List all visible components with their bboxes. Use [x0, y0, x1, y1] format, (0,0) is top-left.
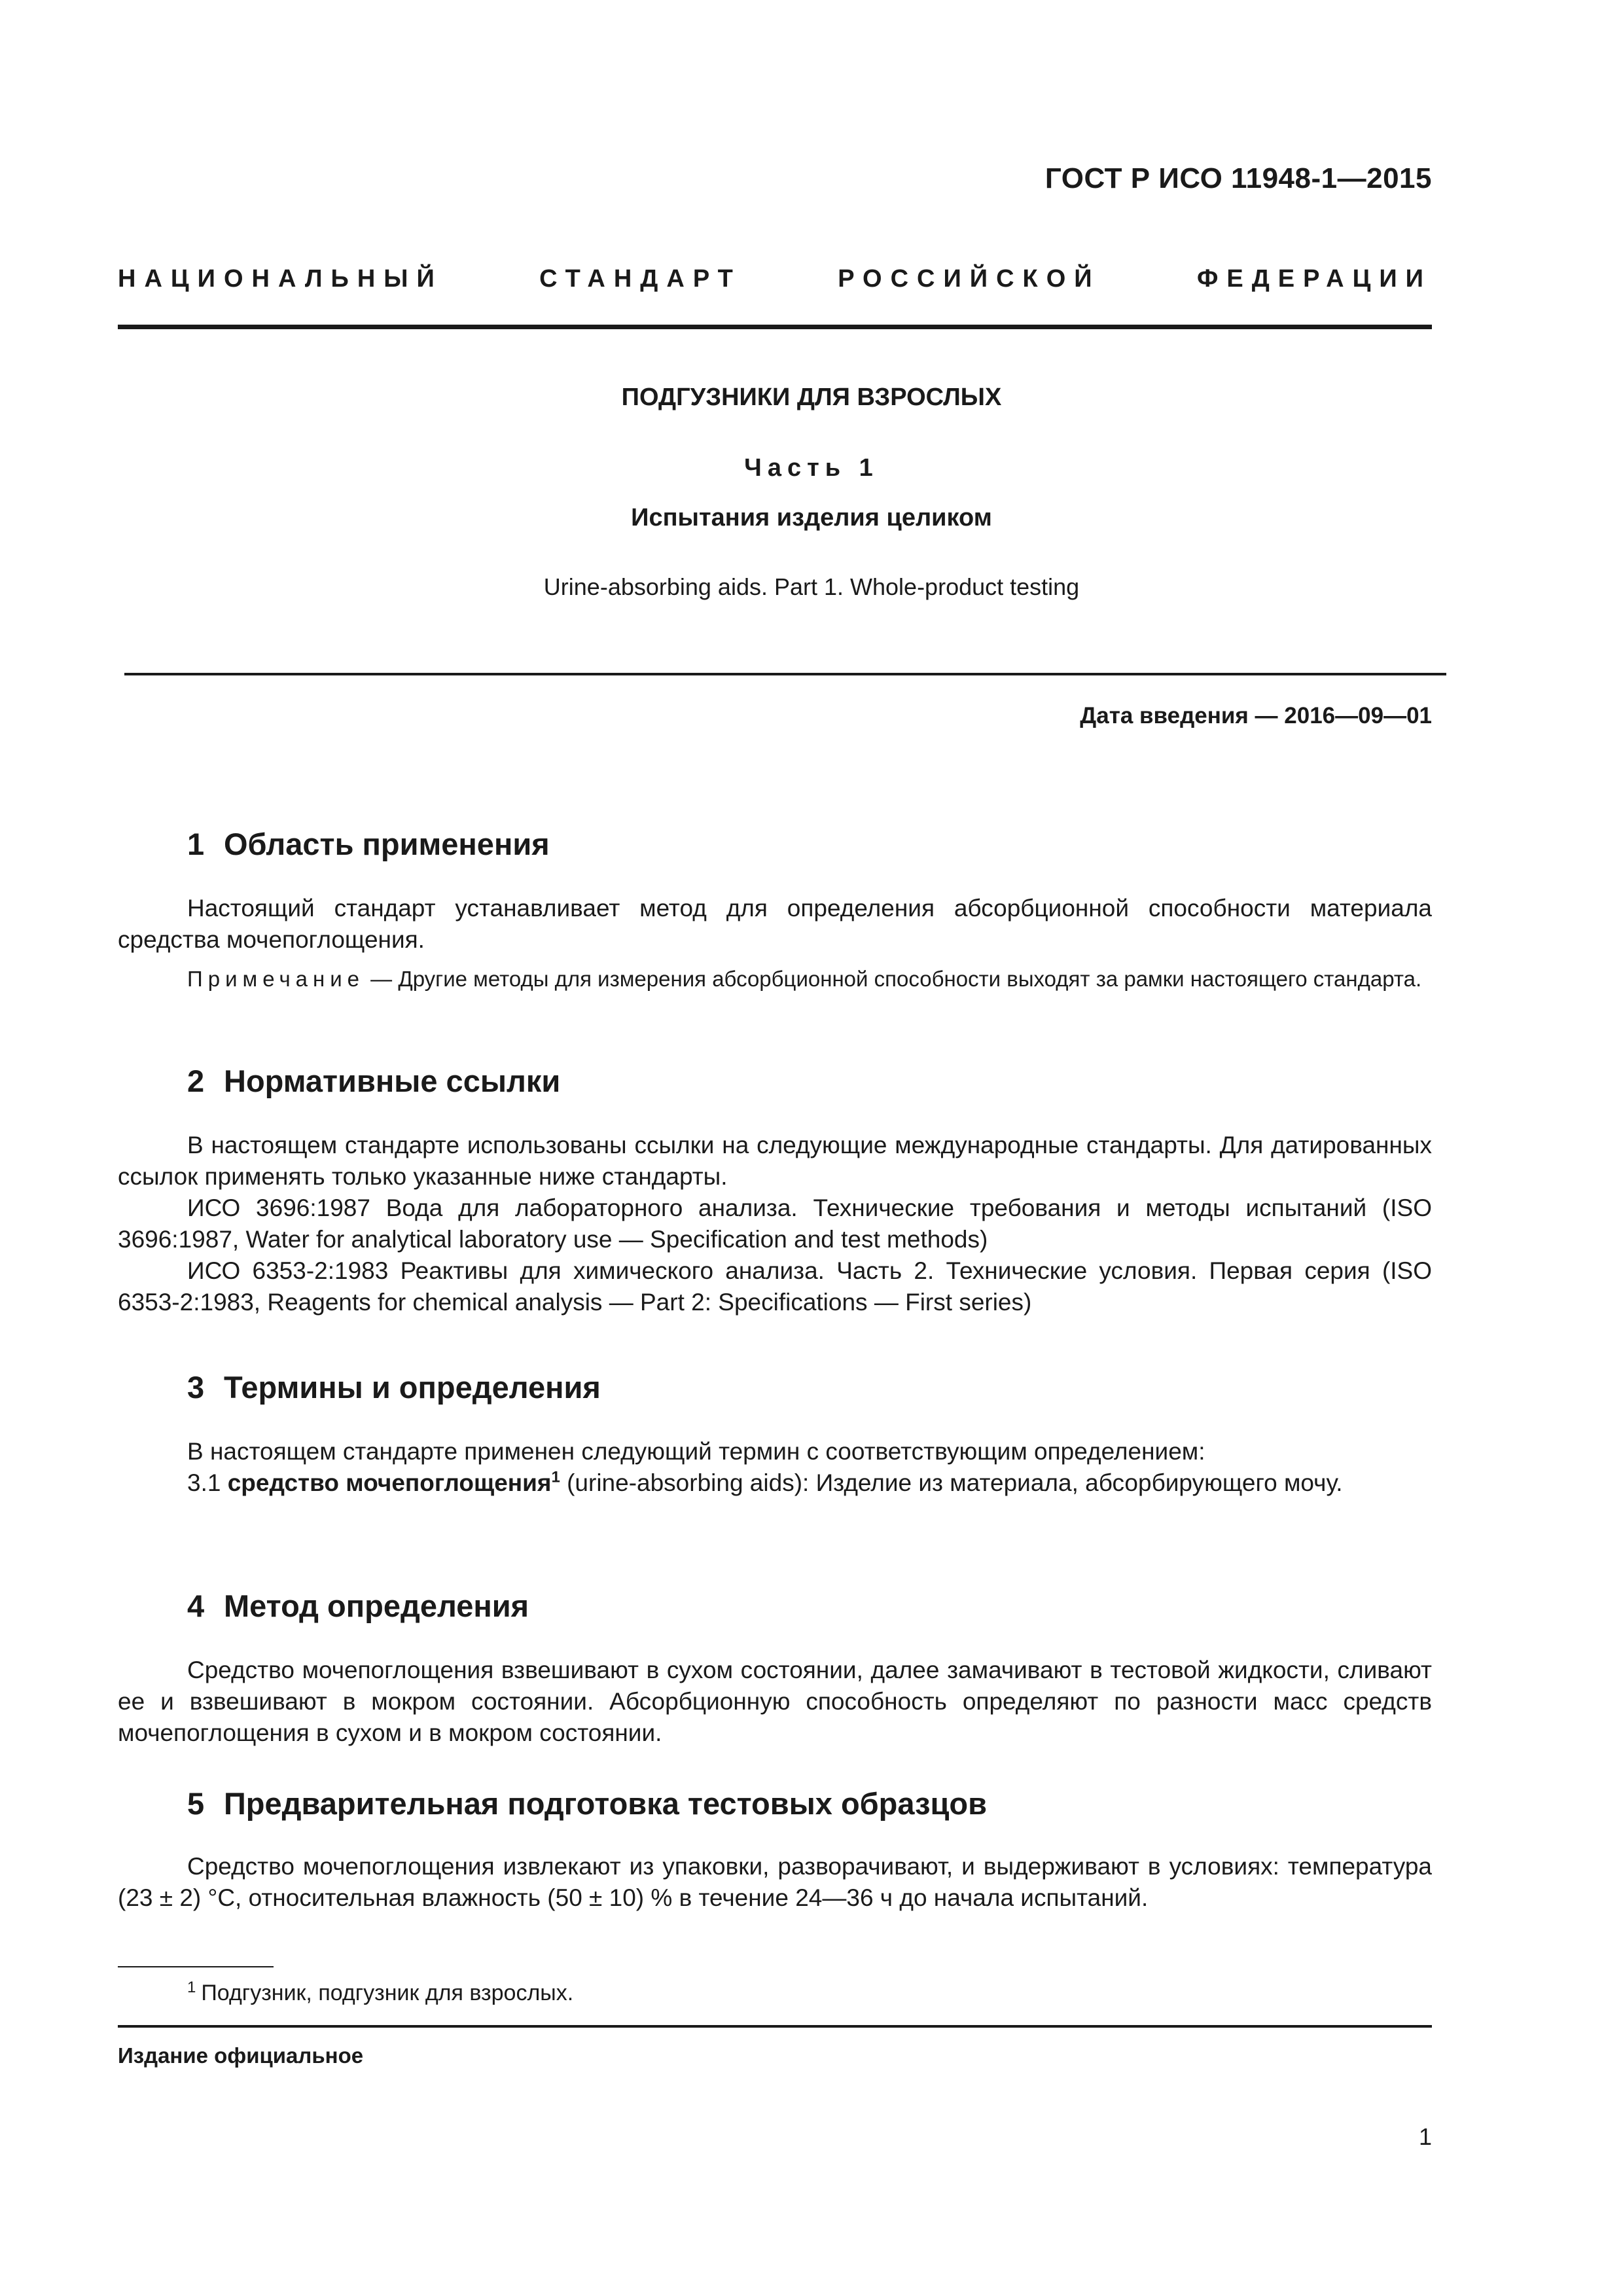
title-divider [124, 673, 1446, 675]
section-4-paragraph: Средство мочепоглощения взвешивают в сухом состоянии, далее замачивают в тестовой жидкости, сливают ее и взвешивают в мокром состоянии. Абсорбционную способность определяют по разности масс средств мочепоглощения в сухом и в мокром состоянии. [118, 1657, 1432, 1746]
footnote-divider [118, 1966, 274, 1967]
section-number: 2 [187, 1064, 205, 1098]
national-standard-banner [118, 265, 1432, 293]
edition-label: Издание официальное [118, 2043, 364, 2068]
section-3-paragraph: В настоящем стандарте применен следующий термин с соответствующим определением: [187, 1438, 1205, 1465]
footnote-ref[interactable]: 1 [551, 1468, 560, 1486]
banner-word: РОССИЙСКОЙ [838, 265, 1101, 293]
banner-word: СТАНДАРТ [539, 265, 741, 293]
banner-word: НАЦИОНАЛЬНЫЙ [118, 265, 443, 293]
section-number: 3 [187, 1370, 205, 1405]
section-title: Термины и определения [224, 1370, 601, 1405]
section-number: 4 [187, 1588, 205, 1623]
section-heading-5 [187, 1785, 987, 1821]
footnote [187, 1978, 574, 2006]
document-subtitle: Испытания изделия целиком [631, 504, 992, 531]
part-label: Часть 1 [744, 454, 879, 482]
introduction-date: Дата введения — 2016—09—01 [1080, 703, 1432, 728]
section-title: Предварительная подготовка тестовых образцов [224, 1786, 987, 1821]
english-title: Urine-absorbing aids. Part 1. Whole-product testing [543, 573, 1080, 600]
section-title: Нормативные ссылки [224, 1064, 561, 1098]
footnote-mark: 1 [187, 1978, 196, 1996]
document-title: ПОДГУЗНИКИ ДЛЯ ВЗРОСЛЫХ [621, 384, 1002, 411]
header-divider [118, 325, 1432, 329]
reference-iso-3696: ИСО 3696:1987 Вода для лабораторного анализа. Технические требования и методы испытаний (ISO 3696:1987, Water for analytical laboratory use — Specification and test methods) [118, 1194, 1432, 1253]
section-heading-4 [187, 1588, 529, 1624]
section-5-paragraph: Средство мочепоглощения извлекают из упаковки, разворачивают, и выдерживают в условиях: температура (23 ± 2) °С, относительная влажность (50 ± 10) % в течение 24—36 ч до начала испытаний. [118, 1853, 1432, 1911]
term-definition: 3.1 средство мочепоглощения$^1$ (urine-absorbing aids): Изделие из материала, абсорбирующего мочу. [187, 1468, 1343, 1496]
defined-term: средство мочепоглощения [227, 1469, 552, 1496]
footer-divider [118, 2025, 1432, 2028]
section-number: 5 [187, 1786, 205, 1821]
section-heading-1 [187, 826, 550, 862]
section-heading-2 [187, 1063, 560, 1099]
footnote-text: Подгузник, подгузник для взрослых. [201, 1981, 574, 2005]
note-label: Примечание [187, 967, 365, 991]
page-number: 1 [1418, 2123, 1432, 2150]
document-code: ГОСТ Р ИСО 11948-1—2015 [1044, 162, 1432, 194]
banner-word: ФЕДЕРАЦИИ [1196, 265, 1432, 293]
section-2-paragraph: В настоящем стандарте использованы ссылки на следующие международные стандарты. Для датированных ссылок применять только указанные ниже стандарты. [118, 1132, 1432, 1190]
section-heading-3 [187, 1369, 601, 1405]
section-title: Метод определения [224, 1588, 529, 1623]
reference-iso-6353-2: ИСО 6353-2:1983 Реактивы для химического анализа. Часть 2. Технические условия. Первая серия (ISO 6353-2:1983, Reagents for chemical analysis — Part 2: Specifications — First series) [118, 1257, 1432, 1316]
section-title: Область применения [224, 827, 550, 861]
section-1-paragraph: Настоящий стандарт устанавливает метод для определения абсорбционной способности материала средства мочепоглощения. [118, 895, 1432, 953]
section-number: 1 [187, 827, 205, 861]
section-1-note: Примечание — Другие методы для измерения абсорбционной способности выходят за рамки настоящего стандарта. [187, 967, 1422, 991]
